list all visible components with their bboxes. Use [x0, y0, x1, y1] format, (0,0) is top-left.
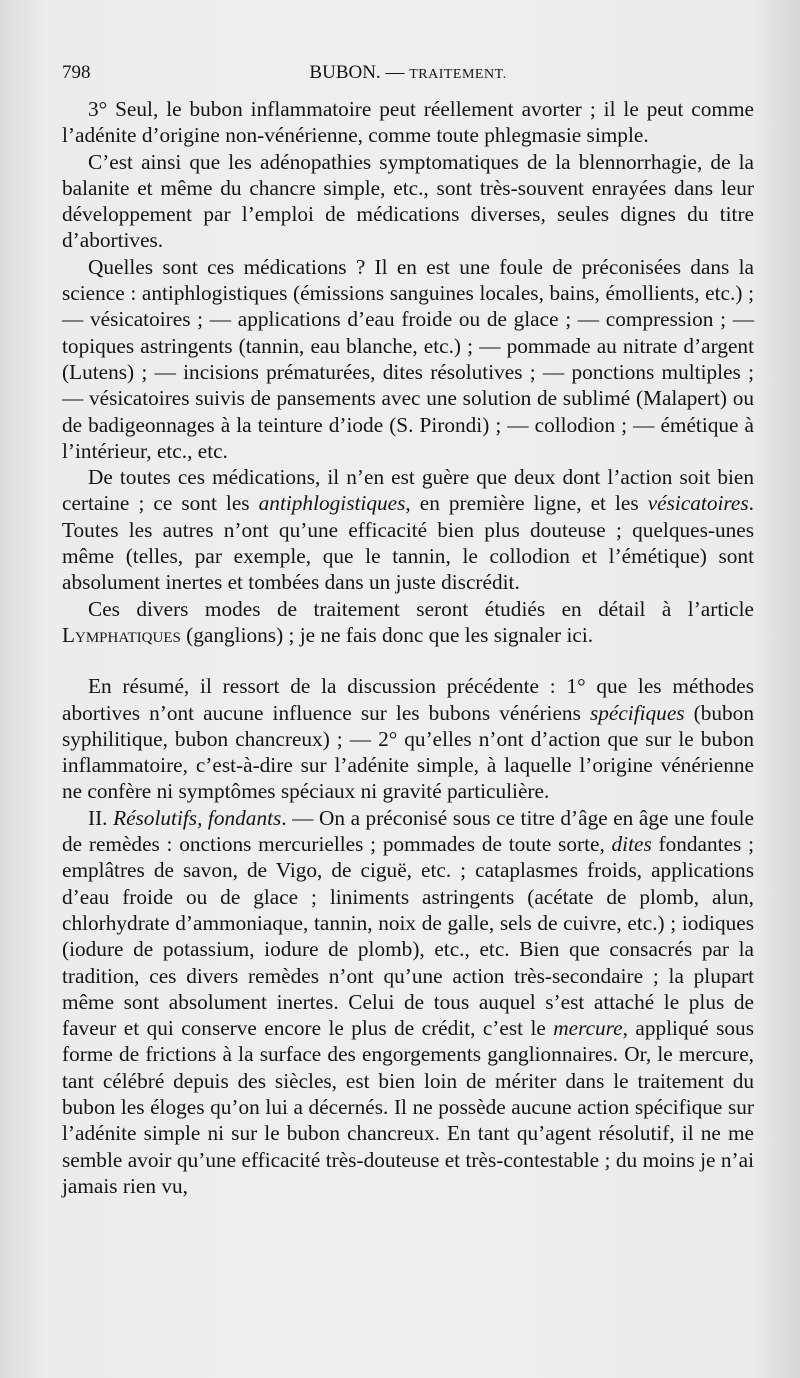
- text-run: (ganglions) ; je ne fais donc que les signaler ici.: [180, 622, 594, 647]
- italic-term: mercure: [553, 1016, 623, 1041]
- page-number: 798: [62, 62, 91, 83]
- paragraph: [62, 596, 754, 649]
- text-run: En résumé, il ressort de la discussion précédente : 1° que les méthodes abortives n’ont aucune influence sur les bubons vénériens: [62, 674, 754, 725]
- running-head-section: TRAITEMENT.: [409, 67, 507, 82]
- text-run: De toutes ces médications, il n’en est guère que deux dont l’action soit bien certaine ; ce sont les: [62, 465, 754, 516]
- paragraph: Quelles sont ces médications ? Il en est une foule de préconisées dans la science : antiphlogistiques (émissions sanguines locales, bains, émollients, etc.) ; — vésicatoires ; — applications d’eau froide ou de glace ; — compression ; — topiques astringents (tannin, eau blanche, etc.) ; — pommade au nitrate d’argent (Lutens) ; — incisions prématurées, dites résolutives ; — ponctions multiples ; — vésicatoires suivis de pansements avec une solution de sublimé (Malapert) ou de badigeonnages à la teinture d’iode (S. Pirondi) ; — collodion ; — émétique à l’intérieur, etc., etc.: [62, 254, 754, 463]
- page-body: [62, 96, 754, 1199]
- text-run: . Toutes les autres n’ont qu’une efficacité bien plus douteuse ; quelques-unes même (telles, par exemple, que le tannin, le collodion et l’émétique) sont absolument inertes et tombées dans un juste discrédit.: [62, 491, 754, 595]
- italic-term: dites: [611, 832, 652, 857]
- page-header: [62, 58, 754, 92]
- smallcaps-reference: Lymphatiques: [62, 622, 181, 647]
- paragraph: [62, 464, 754, 595]
- paragraph: 3° Seul, le bubon inflammatoire peut réellement avorter ; il le peut comme l’adénite d’origine non-vénérienne, comme toute phlegmasie simple.: [62, 97, 754, 148]
- italic-term: spécifiques: [589, 700, 685, 725]
- text-run: , appliqué sous forme de frictions à la surface des engorgements ganglionnaires. Or, le mercure, tant célébré depuis des siècles, est bien loin de mériter dans le traitement du bubon les éloges qu’on lui a décernés. Il ne possède aucune action spécifique sur l’adénite simple ni sur le bubon chancreux. En tant qu’agent résolutif, il ne me semble avoir qu’une efficacité très-douteuse et très-contestable ; du moins je n’ai jamais rien vu,: [62, 1016, 754, 1198]
- text-run: fondantes ; emplâtres de savon, de Vigo, de ciguë, etc. ; cataplasmes froids, applications d’eau froide ou de glace ; liniments astringents (acétate de plomb, alun, chlorhydrate d’ammoniaque, tannin, noix de galle, sels de cuivre, etc.) ; iodiques (iodure de potassium, iodure de plomb), etc., etc. Bien que consacrés par la tradition, ces divers remèdes n’ont qu’une action très-secondaire ; la plupart même sont absolument inertes. Celui de tous auquel s’est attaché le plus de faveur et qui conserve encore le plus de crédit, c’est le: [62, 832, 754, 1041]
- text-run: . — On a préconisé sous ce titre d’âge en âge une foule de remèdes : onctions mercurielles ; pommades de toute sorte,: [62, 805, 755, 857]
- paragraph: C’est ainsi que les adénopathies symptomatiques de la blennorrhagie, de la balanite et même du chancre simple, etc., sont très-souvent enrayées dans leur développement par l’emploi de médications diverses, seules dignes du titre d’abortives.: [62, 149, 754, 253]
- text-run: Ces divers modes de traitement seront étudiés en détail à l’article: [88, 596, 754, 621]
- italic-term: Résolutifs, fondants: [113, 805, 282, 830]
- text-run: (bubon syphilitique, bubon chancreux) ; — 2° qu’elles n’ont d’action que sur le bubon inflammatoire, c’est-à-dire sur l’adénite simple, à laquelle l’origine vénérienne ne confère ni symptômes spéciaux ni gravité particulière.: [62, 700, 754, 804]
- running-head: [62, 62, 754, 84]
- paragraph: [62, 805, 754, 1199]
- running-head-separator: —: [385, 62, 405, 83]
- section-number: II.: [88, 805, 114, 830]
- italic-term: vésicatoires: [647, 491, 749, 516]
- running-head-title: BUBON.: [309, 62, 381, 83]
- italic-term: antiphlogistiques: [258, 491, 406, 516]
- text-run: , en première ligne, et les: [405, 491, 648, 516]
- paragraph: [62, 673, 754, 804]
